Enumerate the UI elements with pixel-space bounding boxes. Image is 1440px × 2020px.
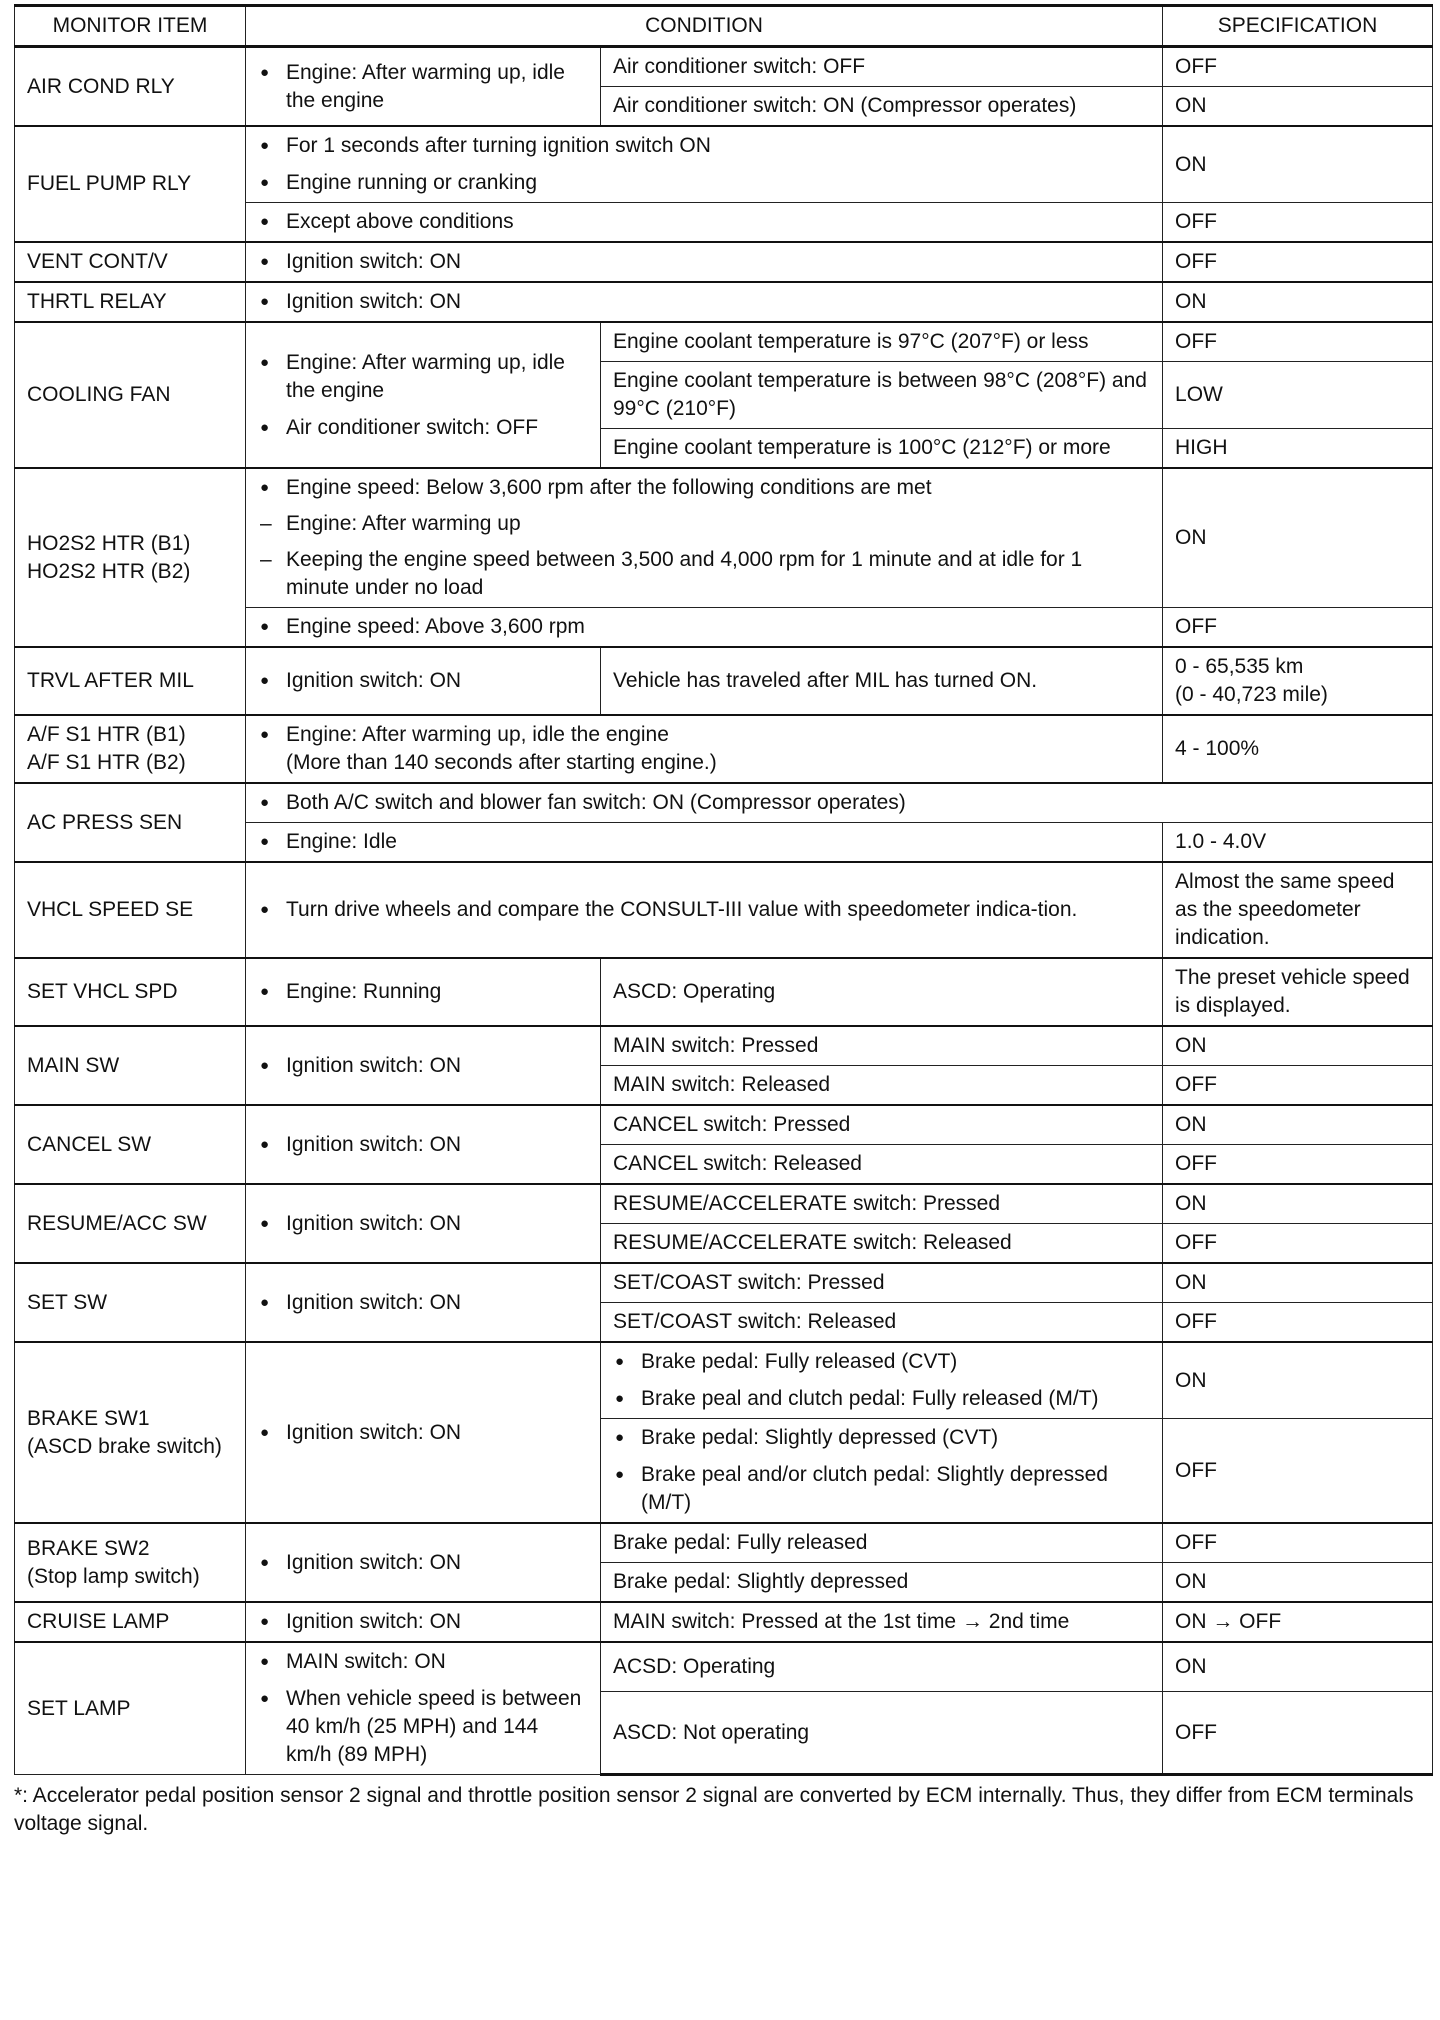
monitor-item: RESUME/ACC SW <box>15 1184 246 1263</box>
specification: OFF <box>1163 203 1433 243</box>
sub-condition <box>601 1342 1163 1419</box>
sub-condition: Engine coolant temperature is 100°C (212°F) or more <box>601 429 1163 469</box>
condition-bullet: ● Turn drive wheels and compare the CONSULT-III value with speedometer indica-tion. <box>258 896 1150 924</box>
condition-bullet: ● Ignition switch: ON <box>258 288 1150 316</box>
table-row <box>15 647 1433 715</box>
table-row <box>15 1342 1433 1419</box>
table-row <box>15 1263 1433 1303</box>
monitor-item-line: (Stop lamp switch) <box>27 1564 200 1588</box>
condition <box>246 608 1163 648</box>
monitor-item: FUEL PUMP RLY <box>15 126 246 242</box>
monitor-item: SET LAMP <box>15 1642 246 1775</box>
condition-bullet: ● Engine: Running <box>258 978 588 1006</box>
condition-bullet <box>258 721 1150 777</box>
condition <box>246 715 1163 783</box>
table-row <box>15 322 1433 362</box>
condition-bullet: ● Air conditioner switch: OFF <box>258 414 588 442</box>
monitor-item <box>15 1342 246 1523</box>
specification: OFF <box>1163 322 1433 362</box>
specification: OFF <box>1163 608 1433 648</box>
specification: HIGH <box>1163 429 1433 469</box>
monitor-item-line: (ASCD brake switch) <box>27 1434 222 1458</box>
condition <box>246 126 1163 203</box>
sub-condition <box>601 1419 1163 1524</box>
specification: OFF <box>1163 47 1433 87</box>
condition-bullet: ● Ignition switch: ON <box>258 1608 588 1636</box>
condition-bullet: ● Ignition switch: ON <box>258 1131 588 1159</box>
monitor-item: VENT CONT/V <box>15 242 246 282</box>
condition <box>246 203 1163 243</box>
sub-condition: MAIN switch: Released <box>601 1066 1163 1106</box>
condition-bullet: ● Ignition switch: ON <box>258 1210 588 1238</box>
sub-condition: Brake pedal: Fully released <box>601 1523 1163 1563</box>
condition-bullet: ● Engine: After warming up, idle the engine <box>258 59 588 115</box>
condition <box>246 322 601 468</box>
condition <box>246 1642 601 1775</box>
table-row <box>15 958 1433 1026</box>
specification: ON <box>1163 87 1433 127</box>
sub-condition: ACSD: Operating <box>601 1642 1163 1692</box>
monitor-item: CANCEL SW <box>15 1105 246 1184</box>
footnote: *: Accelerator pedal position sensor 2 signal and throttle position sensor 2 signal are converted by ECM internally. Thus, they differ from ECM terminals voltage signal. <box>14 1784 1414 1835</box>
sub-condition: Brake pedal: Slightly depressed <box>601 1563 1163 1603</box>
sub-condition: CANCEL switch: Pressed <box>601 1105 1163 1145</box>
condition <box>246 1523 601 1602</box>
condition <box>246 468 1163 608</box>
sub-condition: RESUME/ACCELERATE switch: Pressed <box>601 1184 1163 1224</box>
sub-condition: ASCD: Operating <box>601 958 1163 1026</box>
header-row <box>15 6 1433 47</box>
sub-condition: SET/COAST switch: Released <box>601 1303 1163 1343</box>
table-row <box>15 1642 1433 1692</box>
condition-bullet: ● Except above conditions <box>258 208 1150 236</box>
sub-condition: MAIN switch: Pressed at the 1st time → 2nd time <box>601 1602 1163 1642</box>
table-row <box>15 282 1433 322</box>
table-row <box>15 1105 1433 1145</box>
sub-condition: MAIN switch: Pressed <box>601 1026 1163 1066</box>
specification: 1.0 - 4.0V <box>1163 823 1433 863</box>
monitor-item-line: HO2S2 HTR (B1) <box>27 531 191 555</box>
specification: OFF <box>1163 1523 1433 1563</box>
monitor-item: TRVL AFTER MIL <box>15 647 246 715</box>
sub-condition: Vehicle has traveled after MIL has turned ON. <box>601 647 1163 715</box>
sub-condition: RESUME/ACCELERATE switch: Released <box>601 1224 1163 1264</box>
specification: 4 - 100% <box>1163 715 1433 783</box>
specification: ON <box>1163 1642 1433 1692</box>
condition <box>246 282 1163 322</box>
monitor-item-line: BRAKE SW1 <box>27 1406 150 1430</box>
condition-bullet: ● Ignition switch: ON <box>258 248 1150 276</box>
condition-dash: – Keeping the engine speed between 3,500 and 4,000 rpm for 1 minute and at idle for 1 minute under no load <box>258 546 1150 602</box>
sub-condition-bullet: ● Brake peal and/or clutch pedal: Slightly depressed (M/T) <box>613 1461 1150 1517</box>
monitor-item: CRUISE LAMP <box>15 1602 246 1642</box>
condition <box>246 242 1163 282</box>
header-condition: CONDITION <box>246 6 1163 47</box>
condition-bullet: ● Engine speed: Above 3,600 rpm <box>258 613 1150 641</box>
condition-bullet: ● Ignition switch: ON <box>258 667 588 695</box>
condition-dash: – Engine: After warming up <box>258 510 1150 538</box>
sub-condition: Engine coolant temperature is between 98°C (208°F) and 99°C (210°F) <box>601 362 1163 429</box>
table-row <box>15 1523 1433 1563</box>
specification: Almost the same speed as the speedometer indication. <box>1163 862 1433 958</box>
condition-line: (More than 140 seconds after starting engine.) <box>286 751 717 774</box>
condition-bullet: ● Engine running or cranking <box>258 169 1150 197</box>
specification: OFF <box>1163 1692 1433 1775</box>
condition <box>246 862 1163 958</box>
condition <box>246 1184 601 1263</box>
specification: OFF <box>1163 1224 1433 1264</box>
table-row <box>15 715 1433 783</box>
sub-condition-bullet: ● Brake pedal: Fully released (CVT) <box>613 1348 1150 1376</box>
sub-condition-bullet: ● Brake pedal: Slightly depressed (CVT) <box>613 1424 1150 1452</box>
condition-bullet: ● For 1 seconds after turning ignition switch ON <box>258 132 1150 160</box>
monitor-item <box>15 715 246 783</box>
specification: ON <box>1163 1342 1433 1419</box>
table-row <box>15 126 1433 203</box>
header-monitor-item: MONITOR ITEM <box>15 6 246 47</box>
table-row <box>15 1602 1433 1642</box>
condition <box>246 1026 601 1105</box>
condition-bullet: ● Engine: After warming up, idle the engine <box>258 349 588 405</box>
specification: OFF <box>1163 242 1433 282</box>
monitor-item-line: A/F S1 HTR (B1) <box>27 723 186 746</box>
monitor-item: AIR COND RLY <box>15 47 246 127</box>
specification: OFF <box>1163 1419 1433 1524</box>
condition <box>246 1342 601 1523</box>
condition <box>246 958 601 1026</box>
monitor-item-line: HO2S2 HTR (B2) <box>27 559 191 583</box>
sub-condition: SET/COAST switch: Pressed <box>601 1263 1163 1303</box>
condition <box>246 783 1433 823</box>
table-row <box>15 862 1433 958</box>
condition <box>246 647 601 715</box>
condition-bullet: ● When vehicle speed is between 40 km/h (25 MPH) and 144 km/h (89 MPH) <box>258 1685 588 1769</box>
table-row <box>15 468 1433 608</box>
specification: ON <box>1163 1563 1433 1603</box>
sub-condition-bullet: ● Brake peal and clutch pedal: Fully released (M/T) <box>613 1385 1150 1413</box>
specification: OFF <box>1163 1066 1433 1106</box>
table-row <box>15 1026 1433 1066</box>
sub-condition: Air conditioner switch: ON (Compressor operates) <box>601 87 1163 127</box>
monitor-item: THRTL RELAY <box>15 282 246 322</box>
sub-condition: ASCD: Not operating <box>601 1692 1163 1775</box>
condition <box>246 1263 601 1342</box>
monitor-item <box>15 468 246 647</box>
monitor-item: COOLING FAN <box>15 322 246 468</box>
table-row <box>15 783 1433 823</box>
monitor-item: MAIN SW <box>15 1026 246 1105</box>
monitor-item-line: A/F S1 HTR (B2) <box>27 751 186 774</box>
condition <box>246 47 601 127</box>
sub-condition: CANCEL switch: Released <box>601 1145 1163 1185</box>
sub-condition: Air conditioner switch: OFF <box>601 47 1163 87</box>
specification: OFF <box>1163 1303 1433 1343</box>
spec-line: (0 - 40,723 mile) <box>1175 683 1328 706</box>
condition-line: ● Engine: After warming up, idle the engine <box>286 723 669 746</box>
specification: ON <box>1163 1184 1433 1224</box>
specification: ON <box>1163 126 1433 203</box>
spec-document <box>14 4 1432 1838</box>
table-row <box>15 47 1433 87</box>
specification: ON <box>1163 1263 1433 1303</box>
spec-line: 0 - 65,535 km <box>1175 655 1304 678</box>
specification: ON <box>1163 282 1433 322</box>
monitor-item: SET VHCL SPD <box>15 958 246 1026</box>
specification: ON → OFF <box>1163 1602 1433 1642</box>
specification: ON <box>1163 1026 1433 1066</box>
condition-bullet: ● Both A/C switch and blower fan switch: ON (Compressor operates) <box>258 789 1420 817</box>
condition-bullet: ● Ignition switch: ON <box>258 1419 588 1447</box>
specification: OFF <box>1163 1145 1433 1185</box>
specification: ON <box>1163 1105 1433 1145</box>
condition-bullet: ● Ignition switch: ON <box>258 1052 588 1080</box>
specification: LOW <box>1163 362 1433 429</box>
monitor-item-line: BRAKE SW2 <box>27 1536 150 1560</box>
condition <box>246 823 1163 863</box>
monitor-item: AC PRESS SEN <box>15 783 246 862</box>
specification: The preset vehicle speed is displayed. <box>1163 958 1433 1026</box>
monitor-item: SET SW <box>15 1263 246 1342</box>
sub-condition: Engine coolant temperature is 97°C (207°F) or less <box>601 322 1163 362</box>
header-specification: SPECIFICATION <box>1163 6 1433 47</box>
specification: ON <box>1163 468 1433 608</box>
condition-bullet: ● Ignition switch: ON <box>258 1549 588 1577</box>
condition <box>246 1105 601 1184</box>
condition-bullet: ● Engine speed: Below 3,600 rpm after the following conditions are met <box>258 474 1150 502</box>
table-row <box>15 1184 1433 1224</box>
condition <box>246 1602 601 1642</box>
condition-bullet: ● MAIN switch: ON <box>258 1648 588 1676</box>
condition-bullet: ● Ignition switch: ON <box>258 1289 588 1317</box>
condition-bullet: ● Engine: Idle <box>258 828 1150 856</box>
specification <box>1163 647 1433 715</box>
table-row <box>15 242 1433 282</box>
monitor-item <box>15 1523 246 1602</box>
monitor-spec-table <box>14 4 1433 1776</box>
monitor-item: VHCL SPEED SE <box>15 862 246 958</box>
